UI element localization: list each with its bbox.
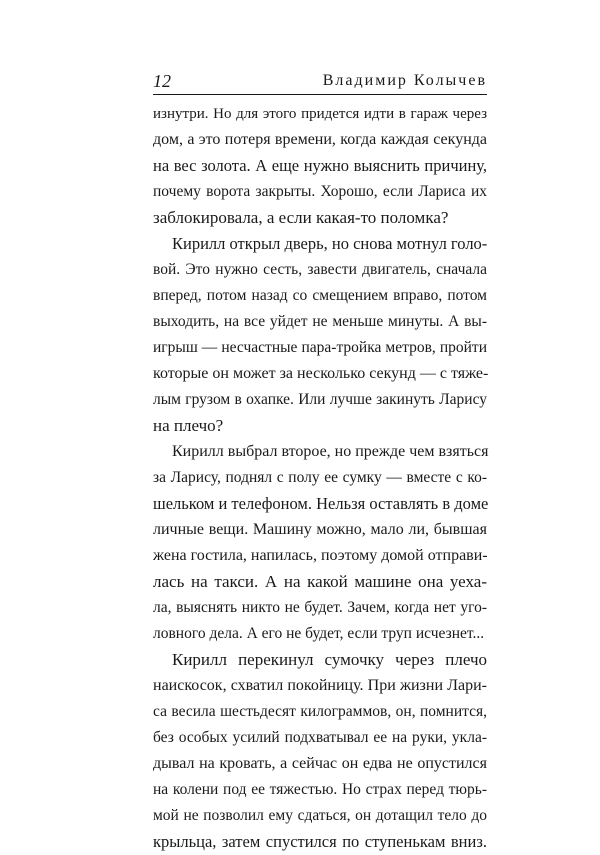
text-line: игрыш — несчастные пара-тройка метров, пройти: [153, 339, 487, 356]
paragraph-first-line: Кирилл открыл дверь, но снова мотнул голо-: [172, 234, 488, 253]
text-line: лась на такси. А на какой машине она уеха-: [153, 572, 487, 591]
text-line: дом, а это потеря времени, когда каждая секунда: [153, 131, 487, 148]
text-line: на вес золота. А еще нужно выяснить причину,: [153, 156, 487, 175]
paragraph-first-line: Кирилл перекинул сумочку через плечо: [172, 650, 487, 669]
text-line: вперед, потом назад со смещением вправо, потом: [153, 287, 487, 304]
text-line: личные вещи. Машину можно, мало ли, бывшая: [153, 521, 487, 538]
text-line: са весила шестьдесят килограммов, он, помнится,: [153, 703, 487, 720]
text-line: ловного дела. А его не будет, если труп исчезнет...: [153, 625, 485, 642]
page-number: 12: [153, 71, 171, 91]
text-line: выходить, на все уйдет не меньше минуты. А вы-: [153, 313, 487, 330]
text-line: шельком и телефоном. Нельзя оставлять в доме: [153, 494, 489, 513]
text-line: лым грузом в охапке. Или лучше закинуть Ларису: [153, 391, 487, 408]
text-line: на колени под ее тяжестью. Но страх перед тюрь-: [153, 781, 487, 798]
text-line: без особых усилий подхватывал ее на руки, укла-: [153, 729, 487, 746]
text-line: которые он может за несколько секунд — с тяже-: [153, 365, 489, 382]
text-line: на плечо?: [153, 416, 224, 435]
text-line: наискосок, схватил покойницу. При жизни Лари-: [153, 677, 487, 694]
text-line: почему ворота закрыты. Хорошо, если Лариса их: [153, 183, 487, 200]
page-header: [153, 70, 487, 94]
text-line: жена гостила, напилась, поэтому домой отправи-: [153, 547, 488, 564]
text-line: изнутри. Но для этого придется идти в гараж через: [153, 106, 487, 122]
text-line: крыльца, затем спустился по ступенькам вниз.: [153, 832, 487, 851]
text-line: за Ларису, поднял с полу ее сумку — вместе с ко-: [153, 469, 487, 486]
running-head-author: Владимир Колычев: [322, 72, 487, 89]
paragraph-first-line: Кирилл выбрал второе, но прежде чем взяться: [172, 443, 489, 460]
text-line: заблокировала, а если какая-то поломка?: [153, 208, 449, 227]
text-line: ла, выяснять никто не будет. Зачем, когда нет уго-: [153, 599, 487, 616]
header-rule: [153, 94, 487, 95]
text-line: дывал на кровать, а сейчас он едва не опустился: [153, 755, 487, 772]
text-line: мой не позволил ему сдаться, он дотащил тело до: [153, 807, 487, 824]
body-text: [153, 101, 487, 855]
text-line: вой. Это нужно сесть, завести двигатель, сначала: [153, 261, 487, 278]
